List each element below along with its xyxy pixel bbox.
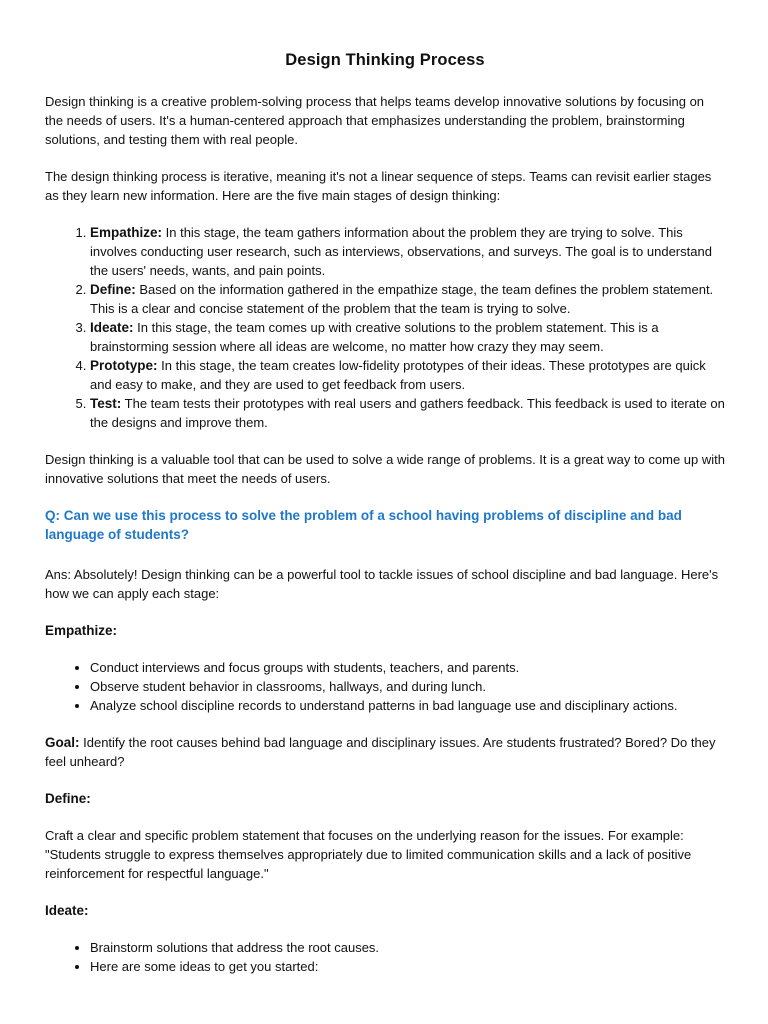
intro-paragraph-2: The design thinking process is iterative, meaning it's not a linear sequence of steps. Teams can revisit earlier stages as they learn new information. Here are the five main stages of design thinking: <box>45 169 712 203</box>
ideate-bullets <box>45 938 725 976</box>
stage-name: Empathize: <box>90 225 163 240</box>
list-item: • Analyze school discipline records to understand patterns in bad language use and disciplinary actions. <box>90 696 725 715</box>
stage-description: In this stage, the team gathers information about the problem they are trying to solve. This involves conducting user research, such as interviews, observations, and surveys. The goal is to understand the users' needs, wants, and pain points. <box>90 225 712 278</box>
document-title: Design Thinking Process <box>285 51 485 69</box>
stage-item-define <box>90 280 725 318</box>
ideate-heading: Ideate: <box>45 903 89 918</box>
stages-list <box>45 223 725 432</box>
define-paragraph: Craft a clear and specific problem statement that focuses on the underlying reason for the issues. For example: "Students struggle to express themselves appropriately due to limited communication skills and a lack of positive reinforcement for respectful language." <box>45 828 692 881</box>
stage-name: Ideate: <box>90 320 134 335</box>
stage-item-empathize <box>90 223 725 280</box>
goal-text: Identify the root causes behind bad language and disciplinary issues. Are students frustrated? Bored? Do they feel unheard? <box>45 735 716 769</box>
document-page <box>45 0 725 976</box>
define-heading: Define: <box>45 791 91 806</box>
goal-paragraph <box>45 733 725 771</box>
stage-name: Define: <box>90 282 136 297</box>
stage-item-prototype <box>90 356 725 394</box>
goal-label: Goal: <box>45 735 80 750</box>
stage-description: The team tests their prototypes with real users and gathers feedback. This feedback is used to iterate on the designs and improve them. <box>90 396 725 430</box>
empathize-heading: Empathize: <box>45 623 118 638</box>
list-item: • Brainstorm solutions that address the root causes. <box>90 938 725 957</box>
list-item: • Here are some ideas to get you started: <box>90 957 725 976</box>
stage-description: Based on the information gathered in the empathize stage, the team defines the problem statement. This is a clear and concise statement of the problem that the team is trying to solve. <box>90 282 714 316</box>
question-heading: Q: Can we use this process to solve the problem of a school having problems of discipline and bad language of students? <box>45 508 682 542</box>
intro-paragraph-1: Design thinking is a creative problem-solving process that helps teams develop innovative solutions by focusing on the needs of users. It's a human-centered approach that emphasizes understanding the problem, brainstorming solutions, and testing them with real people. <box>45 94 705 147</box>
stage-item-test <box>90 394 725 432</box>
stage-item-ideate <box>90 318 725 356</box>
list-item: • Observe student behavior in classrooms, hallways, and during lunch. <box>90 677 725 696</box>
stage-name: Test: <box>90 396 122 411</box>
stage-description: In this stage, the team comes up with creative solutions to the problem statement. This is a brainstorming session where all ideas are welcome, no matter how crazy they may seem. <box>90 320 659 354</box>
stage-name: Prototype: <box>90 358 158 373</box>
summary-paragraph: Design thinking is a valuable tool that can be used to solve a wide range of problems. It is a great way to come up with innovative solutions that meet the needs of users. <box>45 452 725 486</box>
stage-description: In this stage, the team creates low-fidelity prototypes of their ideas. These prototypes are quick and easy to make, and they are used to get feedback from users. <box>90 358 706 392</box>
empathize-bullets <box>45 658 725 715</box>
answer-paragraph: Ans: Absolutely! Design thinking can be a powerful tool to tackle issues of school discipline and bad language. Here's how we can apply each stage: <box>45 567 719 601</box>
list-item: • Conduct interviews and focus groups with students, teachers, and parents. <box>90 658 725 677</box>
